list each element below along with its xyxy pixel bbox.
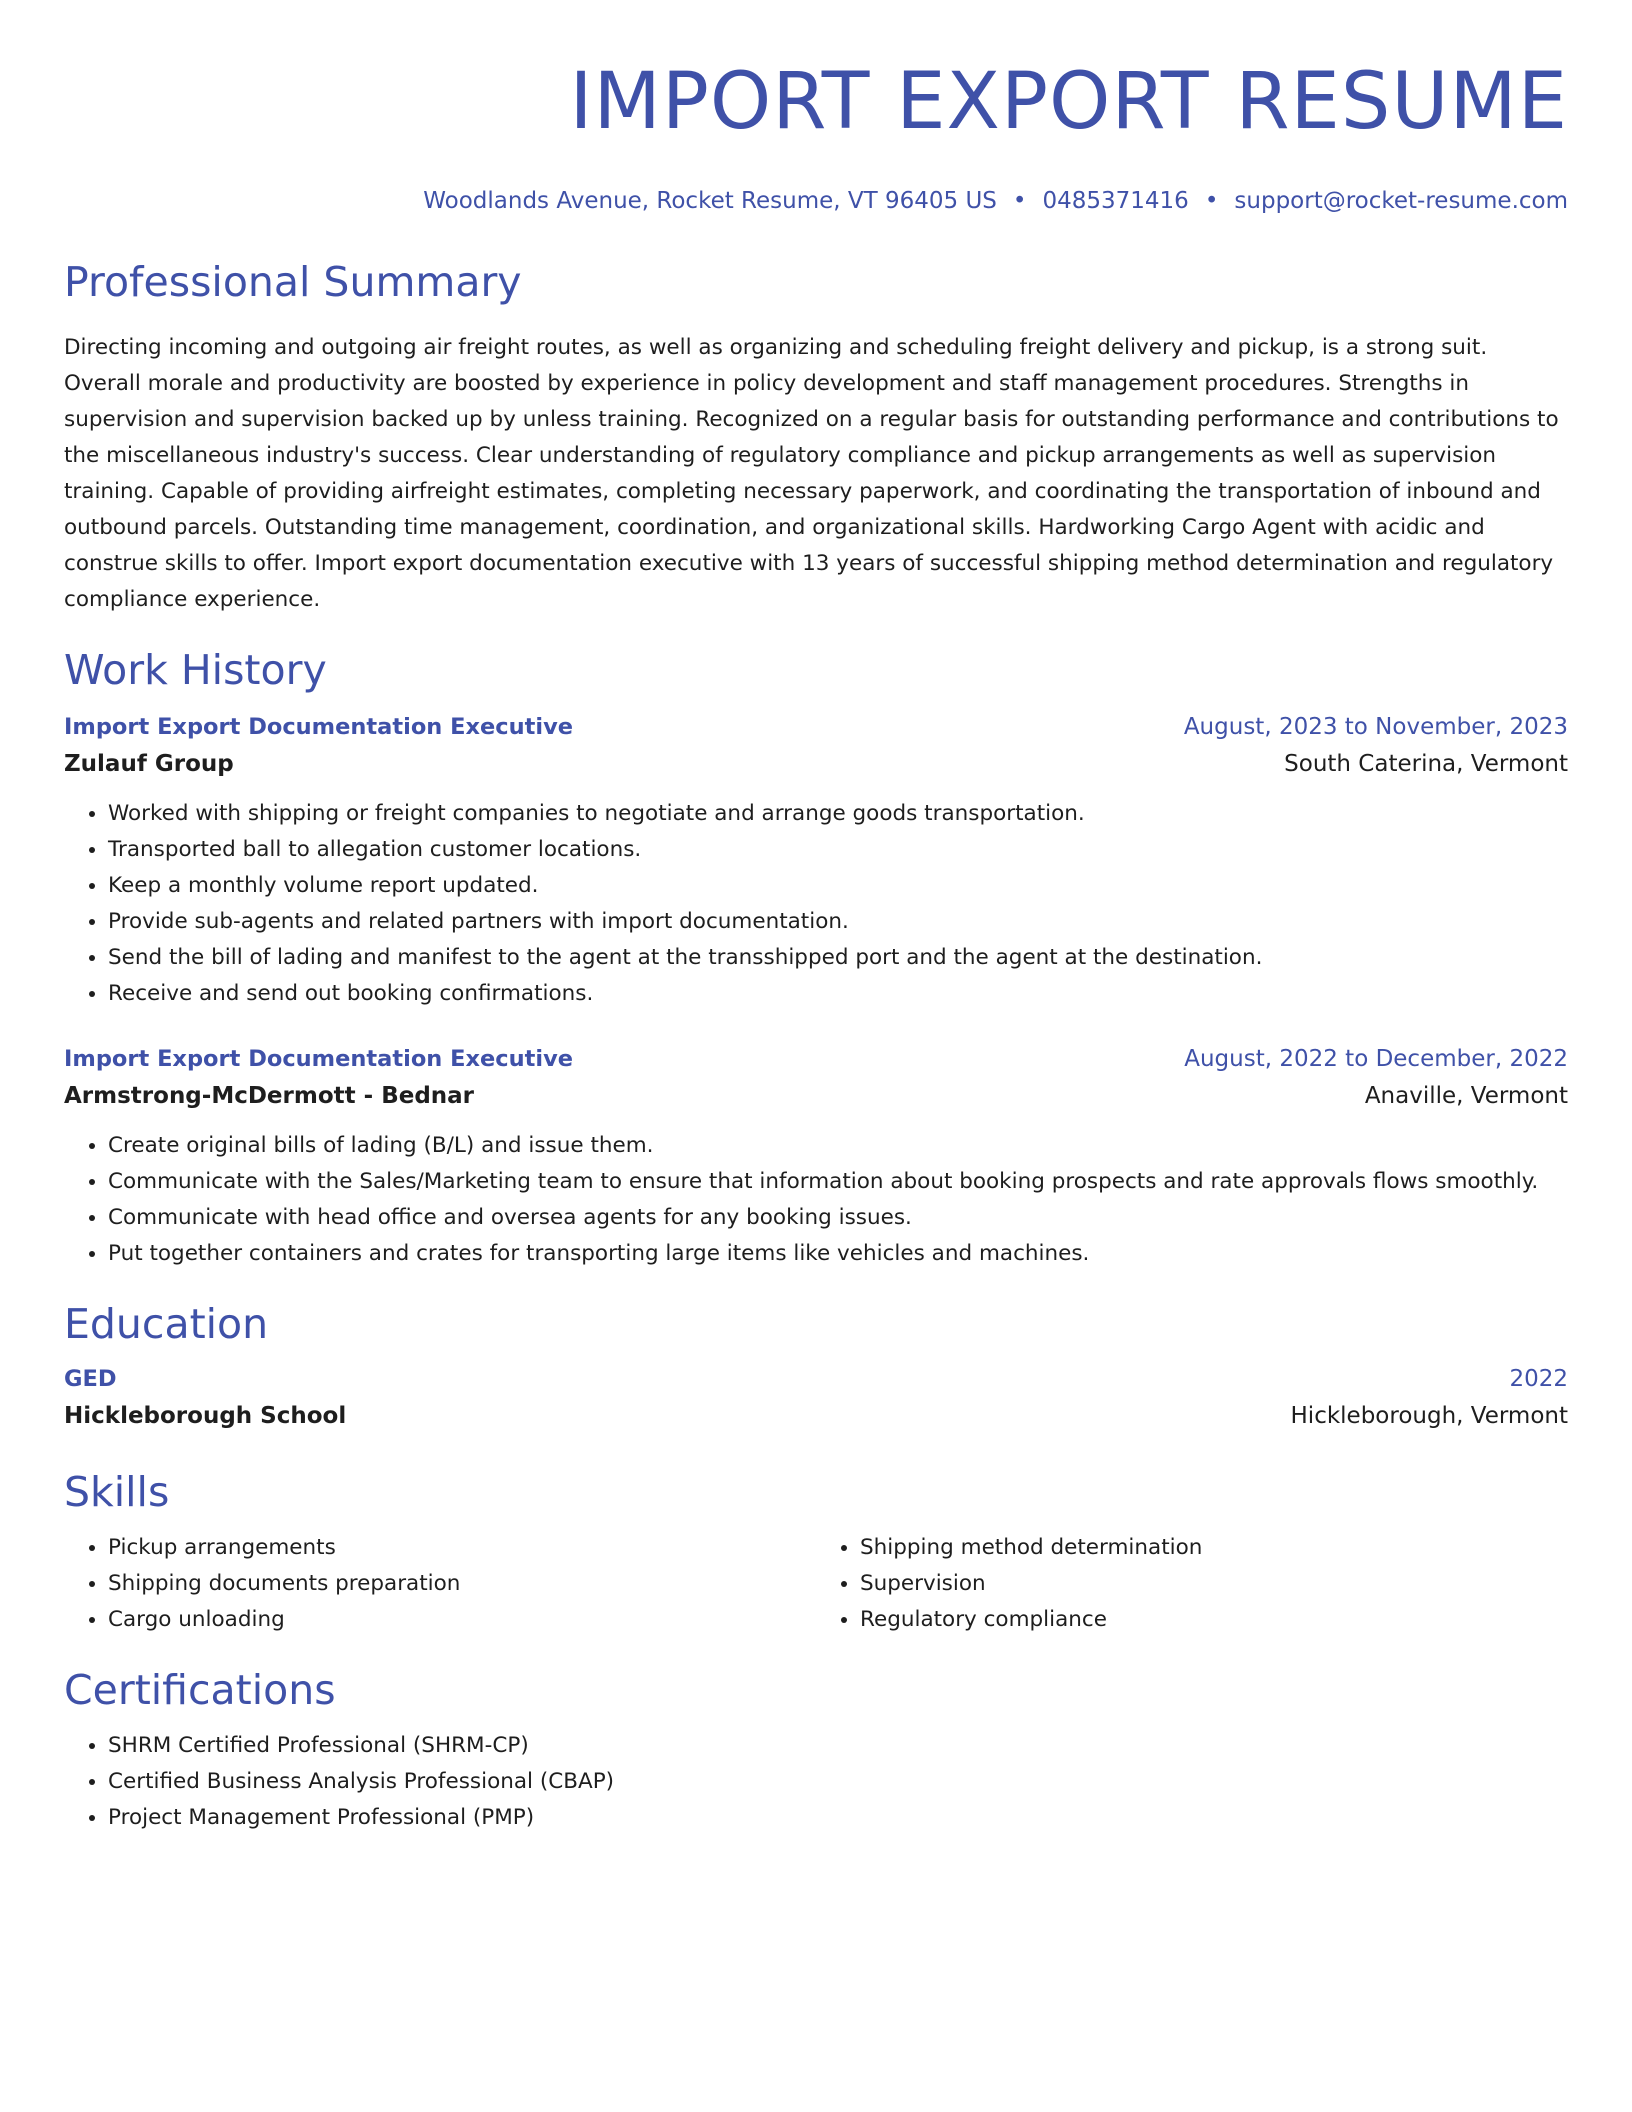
skills-list-left	[64, 1530, 816, 1638]
contact-separator: •	[1204, 188, 1219, 214]
contact-phone[interactable]: 0485371416	[1042, 188, 1189, 214]
section-title-certifications: Certifications	[64, 1666, 336, 1714]
job-header-row	[64, 1042, 1568, 1076]
list-item: • Project Management Professional (PMP)	[108, 1800, 1568, 1836]
list-item: • Cargo unloading	[108, 1602, 816, 1638]
list-item: • Transported ball to allegation customer locations.	[108, 832, 1568, 868]
skills-list-right	[816, 1530, 1568, 1638]
job-bullets	[64, 796, 1568, 1012]
list-item: • Provide sub-agents and related partners with import documentation.	[108, 904, 1568, 940]
education-location: Hickleborough, Vermont	[1290, 1403, 1568, 1429]
list-item: • Shipping method determination	[860, 1530, 1568, 1566]
education-school-row	[64, 1396, 1568, 1436]
job-title: Import Export Documentation Executive	[64, 714, 574, 740]
job-dates: August, 2023 to November, 2023	[1183, 714, 1568, 740]
contact-line	[64, 186, 1568, 216]
education-year: 2022	[1509, 1366, 1568, 1392]
list-item: • Worked with shipping or freight companies to negotiate and arrange goods transportation.	[108, 796, 1568, 832]
education-entry	[64, 1362, 1568, 1436]
list-item: • Regulatory compliance	[860, 1602, 1568, 1638]
list-item: • Pickup arrangements	[108, 1530, 816, 1566]
list-item: • Create original bills of lading (B/L) and issue them.	[108, 1128, 1568, 1164]
list-item: • SHRM Certified Professional (SHRM-CP)	[108, 1728, 1568, 1764]
section-title-summary: Professional Summary	[64, 258, 522, 306]
summary-text: Directing incoming and outgoing air freight routes, as well as organizing and scheduling freight delivery and pickup, is a strong suit. Overall morale and productivity are boosted by experience in policy development and staff management procedures. Strengths in supervision and supervision backed up by unless training. Recognized on a regular basis for outstanding performance and contributions to the miscellaneous industry's success. Clear understanding of regulatory compliance and pickup arrangements as well as supervision training. Capable of providing airfreight estimates, completing necessary paperwork, and coordinating the transportation of inbound and outbound parcels. Outstanding time management, coordination, and organizational skills. Hardworking Cargo Agent with acidic and construe skills to offer. Import export documentation executive with 13 years of successful shipping method determination and regulatory compliance experience.	[64, 335, 1559, 612]
list-item: • Shipping documents preparation	[108, 1566, 816, 1602]
job-company: Zulauf Group	[64, 751, 234, 777]
contact-email[interactable]: support@rocket-resume.com	[1234, 188, 1568, 214]
resume-title: IMPORT EXPORT RESUME	[569, 57, 1568, 147]
skills-columns	[64, 1526, 1568, 1638]
certifications-list	[64, 1728, 1568, 1836]
list-item: • Put together containers and crates for transporting large items like vehicles and machines.	[108, 1236, 1568, 1272]
list-item: • Keep a monthly volume report updated.	[108, 868, 1568, 904]
job-company-row	[64, 744, 1568, 784]
job-dates: August, 2022 to December, 2022	[1184, 1046, 1568, 1072]
job-company: Armstrong-McDermott - Bednar	[64, 1083, 475, 1109]
education-school: Hickleborough School	[64, 1403, 347, 1429]
list-item: • Communicate with head office and oversea agents for any booking issues.	[108, 1200, 1568, 1236]
job-company-row	[64, 1076, 1568, 1116]
contact-address: Woodlands Avenue, Rocket Resume, VT 96405 US	[423, 188, 997, 214]
job-entry	[64, 1042, 1568, 1272]
list-item: • Supervision	[860, 1566, 1568, 1602]
job-location: Anaville, Vermont	[1364, 1083, 1568, 1109]
education-degree: GED	[64, 1366, 117, 1392]
job-header-row	[64, 710, 1568, 744]
resume-header	[64, 54, 1568, 216]
list-item: • Receive and send out booking confirmations.	[108, 976, 1568, 1012]
section-title-work-history: Work History	[64, 646, 327, 694]
job-bullets	[64, 1128, 1568, 1272]
job-title: Import Export Documentation Executive	[64, 1046, 574, 1072]
list-item: • Certified Business Analysis Professional (CBAP)	[108, 1764, 1568, 1800]
job-location: South Caterina, Vermont	[1284, 751, 1568, 777]
education-header-row	[64, 1362, 1568, 1396]
list-item: • Communicate with the Sales/Marketing team to ensure that information about booking prospects and rate approvals flows smoothly.	[108, 1164, 1568, 1200]
contact-separator: •	[1012, 188, 1027, 214]
list-item: • Send the bill of lading and manifest to the agent at the transshipped port and the agent at the destination.	[108, 940, 1568, 976]
section-title-education: Education	[64, 1300, 269, 1348]
job-entry	[64, 710, 1568, 1012]
section-title-skills: Skills	[64, 1468, 170, 1516]
